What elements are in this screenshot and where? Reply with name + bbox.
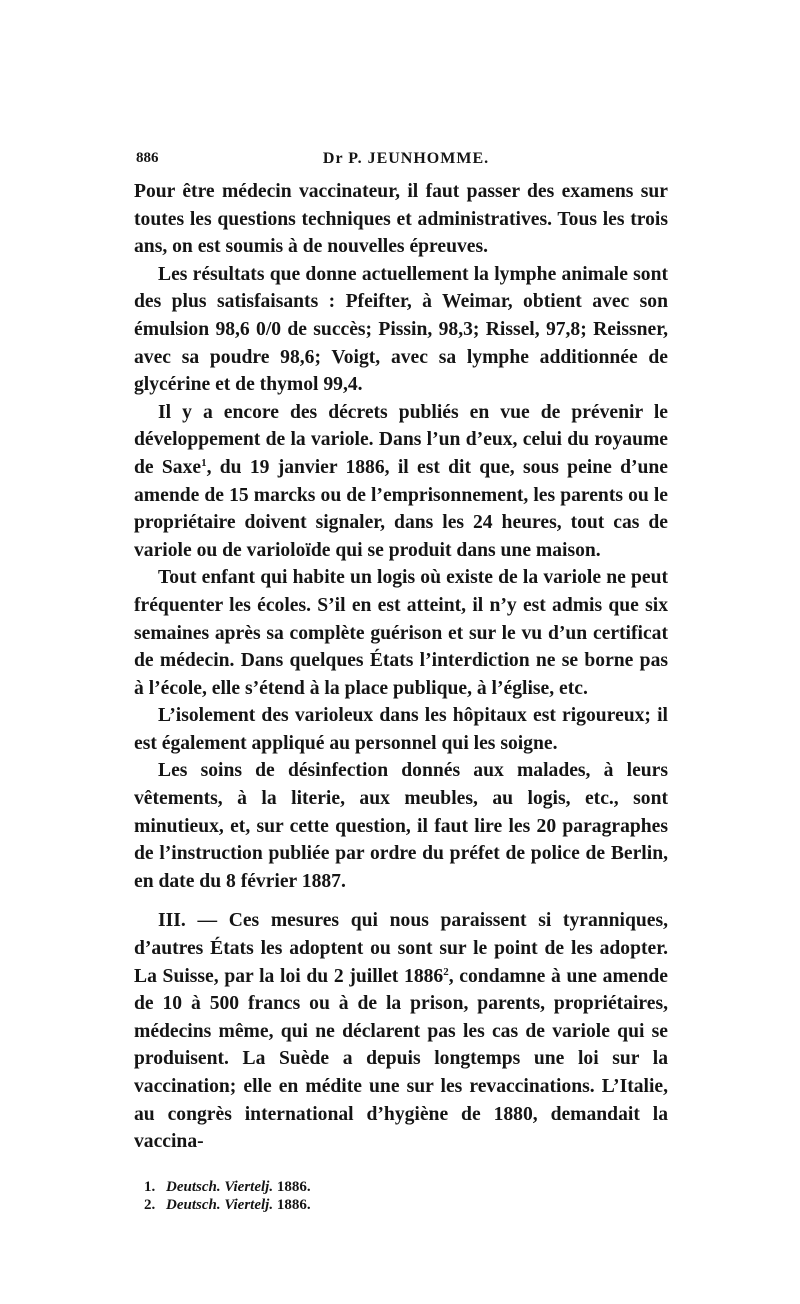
paragraph-text: III. — Ces mesures qui nous paraissent si tyranniques, d’autres États les adoptent ou sont sur le point de les adopter. La Suisse, par la loi du 2 juillet 1886 (134, 910, 668, 987)
footnote-number: 1. (144, 1178, 156, 1195)
footnote-source: Deutsch. Viertelj. (166, 1178, 274, 1195)
footnote-ref-1: 1 (201, 456, 207, 469)
footnotes (134, 1178, 668, 1214)
page-number: 886 (136, 150, 159, 166)
paragraph-isolation: L’isolement des varioleux dans les hôpitaux est rigoureux; il est également appliqué au personnel qui les soigne. (134, 705, 668, 754)
footnote-number: 2. (144, 1196, 156, 1213)
footnote-year: 1886. (276, 1196, 311, 1213)
paragraph-text: Il y a encore des décrets publiés en vue de prévenir le développement de la variole. Dans l’un d’eux, celui du royaume de Saxe (134, 401, 668, 478)
paragraph-lymph-results: Les résultats que donne actuellement la lymphe animale sont des plus satisfaisants : Pfeifter, à Weimar, obtient avec son émulsion 98,6 0/0 de succès; Pissin, 98,3; Rissel, 97,8; Reissner, avec sa poudre 98,6; Voigt, avec sa lymphe additionnée de glycérine et de thymol 99,4. (134, 263, 668, 396)
page-header (134, 150, 668, 178)
running-head: Dr P. JEUNHOMME. (322, 150, 490, 167)
paragraph-text: , condamne à une amende de 10 à 500 francs ou à de la prison, parents, propriétaires, médecins même, qui ne déclarent pas les cas de variole qui se produisent. La Suède a depuis longtemps une loi sur la vaccination; elle en médite une sur les revaccinations. L’Italie, au congrès international d’hygiène de 1880, demandait la vaccina- (134, 965, 668, 1153)
paragraph-school-exclusion: Tout enfant qui habite un logis où existe de la variole ne peut fréquenter les écoles. S’il en est atteint, il n’y est admis que six semaines après sa complète guérison et sur le vu d’un certificat de médecin. Dans quelques États l’interdiction ne se borne pas à l’école, elle s’étend à la place publique, à l’église, etc. (134, 567, 668, 699)
footnote-1 (144, 1178, 668, 1196)
book-page (134, 150, 668, 1214)
paragraph-vaccinator-exams: Pour être médecin vaccinateur, il faut passer des examens sur toutes les questions techniques et administratives. Tous les trois ans, on est soumis à de nouvelles épreuves. (134, 181, 668, 258)
footnote-ref-2: 2 (443, 965, 449, 978)
paragraph-text: , du 19 janvier 1886, il est dit que, sous peine d’une amende de 15 marcks ou de l’emprisonnement, les parents ou le propriétaire doivent signaler, dans les 24 heures, tout cas de variole ou de varioloïde qui se produit dans une maison. (134, 456, 668, 561)
footnote-source: Deutsch. Viertelj. (166, 1196, 274, 1213)
footnote-year: 1886. (276, 1178, 311, 1195)
paragraph-section-iii (134, 907, 668, 1155)
paragraph-disinfection: Les soins de désinfection donnés aux malades, à leurs vêtements, à la literie, aux meubles, au logis, etc., sont minutieux, et, sur cette question, il faut lire les 20 paragraphes de l’instruction publiée par ordre du préfet de police de Berlin, en date du 8 février 1887. (134, 760, 668, 892)
body-text (134, 178, 668, 1156)
footnote-2 (144, 1196, 668, 1214)
paragraph-decrees (134, 399, 668, 565)
